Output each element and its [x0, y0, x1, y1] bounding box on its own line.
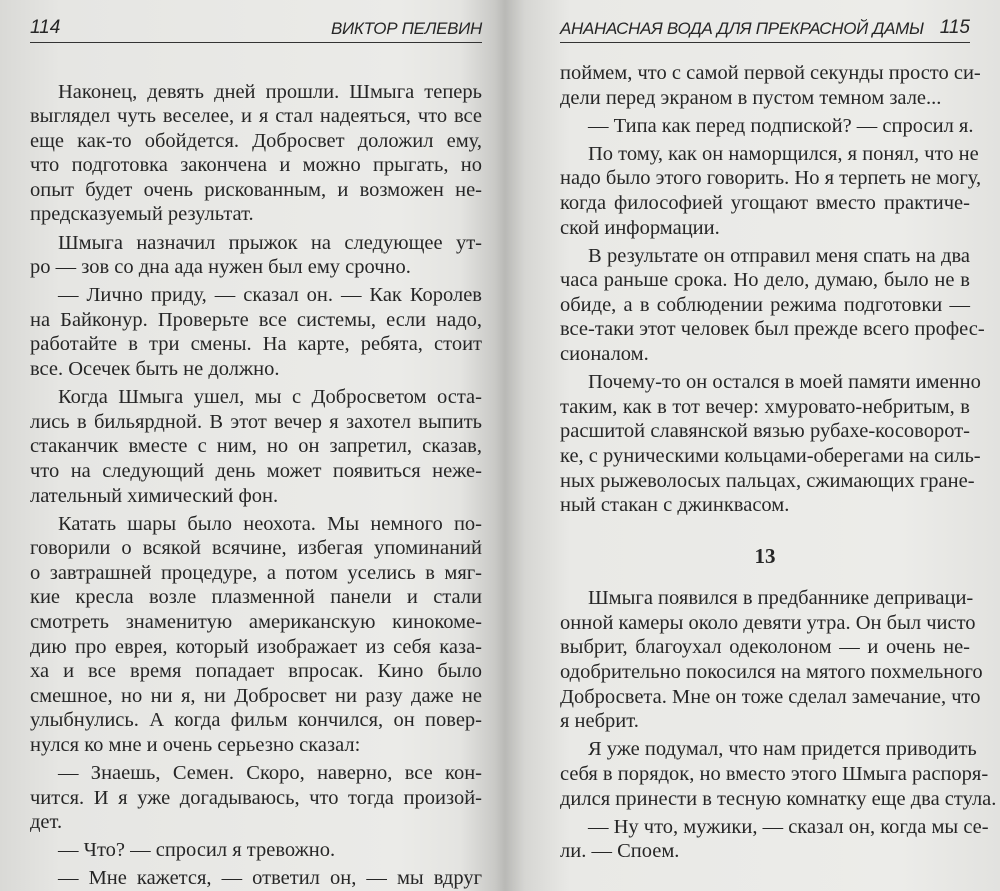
paragraph — [30, 80, 482, 228]
text-line: — Ну что, мужики, — сказал он, когда мы се- — [588, 815, 989, 838]
text-line: — Лично приду, — сказал он. — Как Королев — [58, 284, 482, 307]
paragraph — [30, 283, 482, 381]
text-line: когда философией угощают вместо практиче- — [560, 191, 970, 214]
paragraph — [560, 244, 985, 367]
text-line: Почему-то он остался в моей памяти именно — [588, 371, 981, 394]
text-line: все-таки этот человек был прежде всего профес- — [560, 318, 985, 341]
text-line: ных рыжеволосых пальцах, сжимающих гране- — [560, 469, 975, 492]
text-line: В результате он отправил меня спать на два — [588, 244, 970, 267]
paragraph — [560, 61, 981, 110]
text-line: нулся ко мне и очень серьезно сказал: — [30, 733, 361, 756]
paragraph — [30, 761, 482, 835]
text-line: что подготовка закончена и можно прыгать, но — [30, 154, 482, 177]
text-line: опыт будет очень рискованным, и возможен не- — [30, 178, 482, 201]
text-line: ро — зов со дна ада нужен был ему срочно. — [30, 256, 411, 279]
text-line: Когда Шмыга ушел, мы с Добросветом оста- — [58, 386, 482, 409]
text-line: таким, как в тот вечер: хмуровато-небритым, в — [560, 395, 970, 418]
paragraph — [30, 838, 482, 863]
running-head-author: ВИКТОР ПЕЛЕВИН — [330, 19, 482, 38]
text-line: расшитой славянской вязью рубахе-косоворот- — [560, 420, 970, 443]
text-line: чится. И я уже догадываюсь, что тогда произой- — [30, 786, 482, 809]
text-line: ской информации. — [560, 216, 720, 239]
text-line: Катать шары было неохота. Мы немного по- — [58, 512, 482, 535]
text-line: одобрительно покосился на мятого похмельного — [560, 661, 983, 684]
text-line: я небрит. — [560, 710, 639, 733]
text-line: Наконец, девять дней прошли. Шмыга теперь — [58, 80, 482, 103]
right-running-header — [560, 14, 970, 43]
text-line: — Что? — спросил я тревожно. — [58, 839, 336, 862]
text-line: Шмыга появился в предбаннике деприваци- — [588, 587, 974, 610]
text-line: дию про еврея, который изображает из себя каза- — [30, 635, 482, 658]
text-line: Добросвета. Мне он тоже сделал замечание, что — [560, 685, 981, 708]
text-line: — Знаешь, Семен. Скоро, наверно, все кон- — [58, 762, 482, 785]
text-line: надо было этого говорить. Но я терпеть не могу, — [560, 167, 982, 190]
page-number: 115 — [939, 17, 970, 38]
text-line: о завтрашней процедуре, а потом уселись в мяг- — [30, 561, 482, 584]
right-page-body — [560, 61, 997, 864]
text-line: — Мне кажется, — ответил он, — мы вдруг — [58, 867, 482, 890]
paragraph — [560, 370, 981, 518]
text-line: поймем, что с самой первой секунды просто си- — [560, 62, 981, 84]
text-line: что на следующий день может появиться неже- — [30, 459, 482, 482]
text-line: предсказуемый результат. — [30, 203, 254, 226]
text-line: ха и все время попадает впросак. Кино было — [30, 660, 482, 683]
running-head-title: АНАНАСНАЯ ВОДА ДЛЯ ПРЕКРАСНОЙ ДАМЫ — [560, 19, 924, 38]
text-before-chapter — [560, 61, 985, 518]
text-line: ный стакан с джинквасом. — [560, 494, 790, 517]
text-line: еще как-то обойдется. Добросвет доложил ему, — [30, 129, 482, 152]
paragraph — [560, 114, 974, 139]
paragraph — [560, 737, 997, 811]
text-line: улыбнулись. А когда фильм кончился, он повер- — [30, 709, 482, 732]
left-page-body — [30, 76, 482, 891]
text-line: онной камеры около девяти утра. Он был чисто — [560, 611, 976, 634]
text-line: стаканчик вместе с ним, но он запретил, сказав, — [30, 435, 482, 458]
text-line: дет. — [30, 811, 63, 834]
text-line: лись в бильярдной. В этот вечер я захотел выпить — [30, 410, 482, 433]
text-line: ли. — Споем. — [560, 840, 680, 863]
text-line: часа раньше срока. Но дело, думаю, было не в — [560, 269, 970, 292]
text-line: дели перед экраном в пустом темном зале... — [560, 86, 942, 109]
text-line: смешное, но ни я, ни Добросвет ни разу даже не — [30, 684, 482, 707]
paragraph — [30, 385, 482, 508]
paragraph — [560, 142, 982, 240]
text-line: Я уже подумал, что нам придется приводить — [588, 738, 977, 761]
left-running-header — [30, 14, 482, 43]
text-after-chapter — [560, 586, 997, 864]
text-line: кие кресла возле плазменной панели и стали — [30, 586, 482, 609]
paragraph — [560, 815, 989, 864]
text-line: По тому, как он наморщился, я понял, что не — [588, 142, 979, 165]
text-line: себя в порядок, но вместо этого Шмыга распоря- — [560, 762, 989, 785]
text-line: смотреть знаменитую американскую кинокоме- — [30, 610, 482, 633]
text-line: выглядел чуть веселее, и я стал надеяться, что все — [30, 105, 482, 128]
text-line: все. Осечек быть не должно. — [30, 358, 280, 381]
paragraph — [560, 586, 983, 734]
text-line: ке, с руническими кольцами-оберегами на силь- — [560, 444, 981, 467]
paragraph — [30, 231, 482, 280]
text-line: выбрит, благоухал одеколоном — и очень не- — [560, 636, 970, 659]
text-line: говорили о всякой всячине, избегая упоминаний — [30, 537, 482, 560]
text-line: дился принести в тесную комнатку еще два стула. — [560, 787, 997, 810]
text-line: лательный химический фон. — [30, 484, 279, 507]
text-line: Шмыга назначил прыжок на следующее ут- — [58, 231, 482, 254]
paragraph — [30, 512, 482, 758]
text-line: — Типа как перед подпиской? — спросил я. — [588, 114, 974, 137]
chapter-heading: 13 — [754, 543, 776, 568]
text-line: на Байконур. Проверьте все системы, если надо, — [30, 308, 482, 331]
text-line: работайте в три смены. На карте, ребята, стоит — [30, 333, 482, 356]
text-line: сионалом. — [560, 343, 649, 366]
text-line: обиде, а в соблюдении режима подготовки — — [560, 293, 970, 316]
page-number: 114 — [30, 17, 61, 38]
